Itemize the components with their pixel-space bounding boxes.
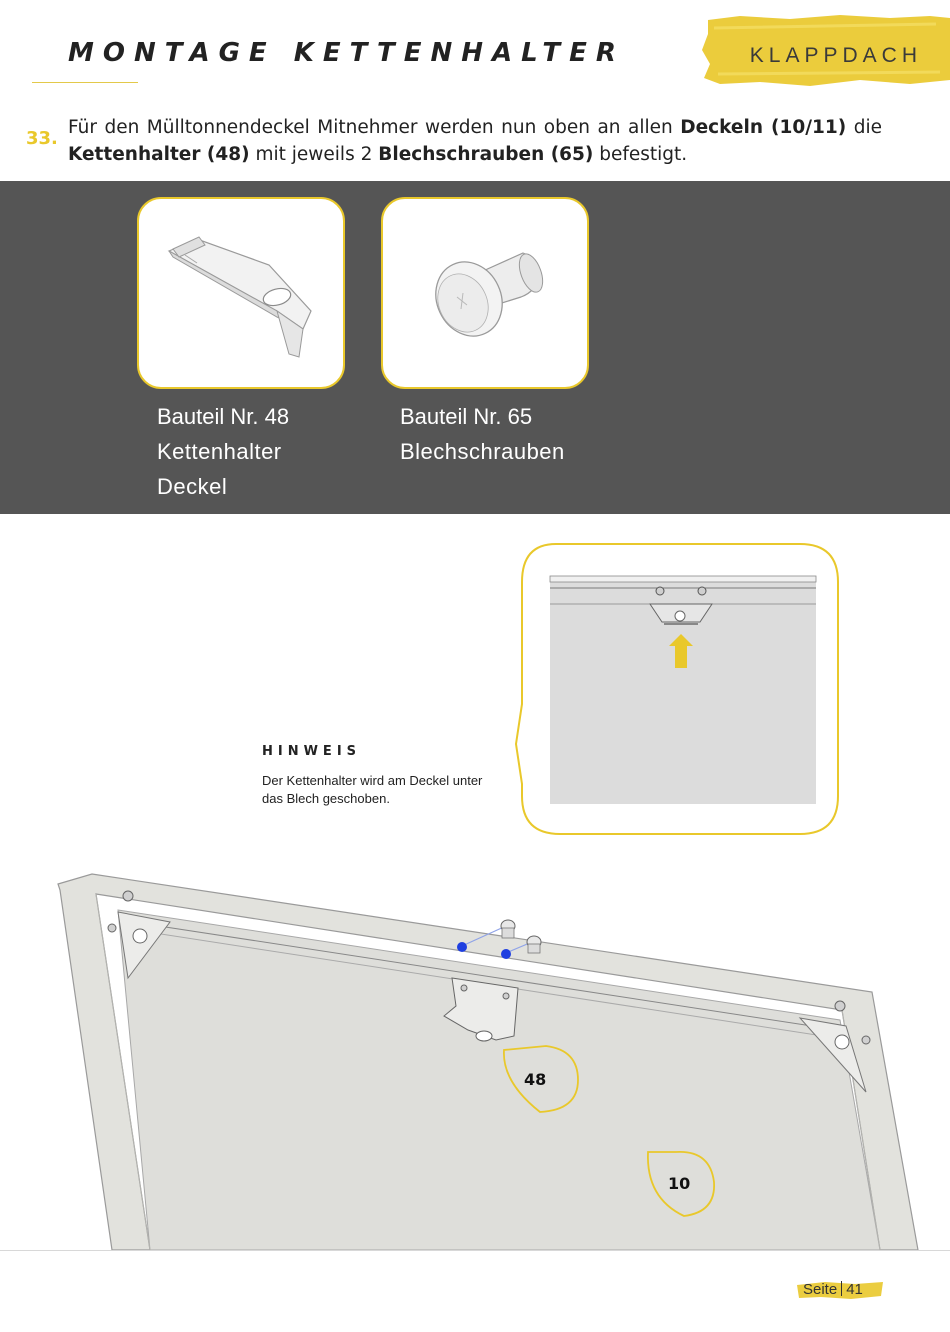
part-name-line: Blechschrauben [400, 439, 565, 464]
part-caption-65 [400, 400, 565, 469]
hint-text: Der Kettenhalter wird am Deckel unter das Blech geschoben. [262, 773, 483, 806]
part-caption-48 [157, 400, 289, 504]
callout-label-10: 10 [668, 1174, 691, 1193]
detail-callout [510, 540, 840, 840]
part-number-label: Bauteil Nr. 48 [157, 404, 290, 429]
step-text-part: Für den Mülltonnendeckel Mitnehmer werden nun oben an allen [68, 117, 681, 138]
step-text-bold-lids: Deckeln (10/11) [680, 117, 847, 138]
part-card-65 [381, 197, 589, 389]
category-label: KLAPPDACH [749, 44, 922, 67]
page-indicator [803, 1281, 863, 1298]
step-text-bold-holder: Kettenhalter (48) [68, 144, 250, 165]
step-text-part: befestigt. [593, 144, 688, 165]
part-name-line: Kettenhalter [157, 439, 282, 464]
step-text-bold-screws: Blechschrauben (65) [378, 144, 594, 165]
step-text-part: die [846, 117, 882, 138]
step-text-part: mit jeweils 2 [249, 144, 379, 165]
hint-title: HINWEIS [262, 744, 362, 759]
callout-label-48: 48 [524, 1070, 547, 1089]
page-word: Seite [803, 1281, 838, 1298]
footer-divider [0, 1250, 950, 1251]
step-number: 33. [26, 128, 58, 149]
sheet-metal-screw-icon [383, 199, 587, 387]
part-name-line: Deckel [157, 474, 228, 499]
chain-holder-icon [139, 199, 343, 387]
title-underline [32, 82, 138, 83]
step-instruction [68, 114, 882, 168]
part-number-label: Bauteil Nr. 65 [400, 404, 533, 429]
page-title: MONTAGE KETTENHALTER [68, 38, 625, 68]
assembly-drawing [0, 860, 950, 1252]
page-number: 41 [846, 1281, 863, 1298]
page-separator [841, 1281, 842, 1296]
part-card-48 [137, 197, 345, 389]
